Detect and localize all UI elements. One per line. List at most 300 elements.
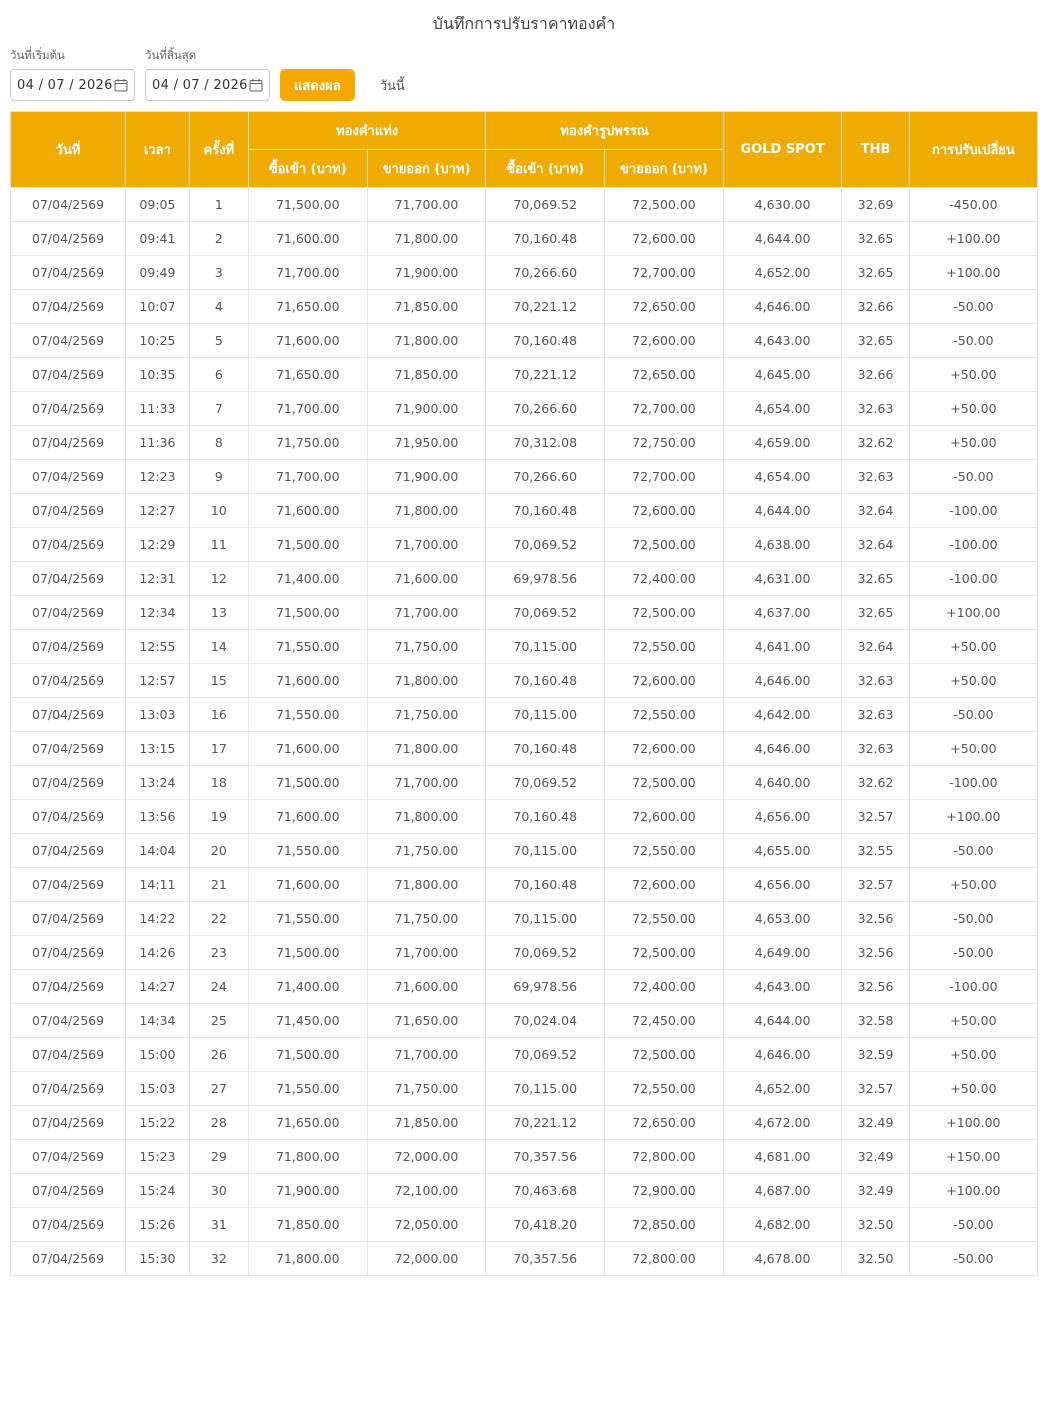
table-row bbox=[11, 630, 1038, 664]
cell-bar-sell: 72,000.00 bbox=[367, 1140, 486, 1174]
cell-bar-buy: 71,850.00 bbox=[248, 1208, 367, 1242]
cell-ornament-buy: 70,418.20 bbox=[486, 1208, 605, 1242]
cell-round: 18 bbox=[189, 766, 248, 800]
cell-ornament-sell: 72,900.00 bbox=[605, 1174, 724, 1208]
calendar-icon[interactable] bbox=[249, 78, 263, 92]
cell-thb: 32.49 bbox=[842, 1174, 910, 1208]
cell-time: 12:57 bbox=[126, 664, 190, 698]
cell-change: +50.00 bbox=[909, 664, 1037, 698]
cell-ornament-buy: 70,024.04 bbox=[486, 1004, 605, 1038]
cell-gold-spot: 4,637.00 bbox=[723, 596, 841, 630]
cell-round: 6 bbox=[189, 358, 248, 392]
cell-time: 14:27 bbox=[126, 970, 190, 1004]
cell-bar-sell: 71,800.00 bbox=[367, 664, 486, 698]
cell-gold-spot: 4,646.00 bbox=[723, 1038, 841, 1072]
cell-ornament-sell: 72,850.00 bbox=[605, 1208, 724, 1242]
cell-thb: 32.65 bbox=[842, 324, 910, 358]
cell-gold-spot: 4,681.00 bbox=[723, 1140, 841, 1174]
cell-bar-sell: 71,900.00 bbox=[367, 392, 486, 426]
cell-bar-sell: 71,700.00 bbox=[367, 936, 486, 970]
cell-round: 21 bbox=[189, 868, 248, 902]
cell-ornament-sell: 72,700.00 bbox=[605, 392, 724, 426]
cell-change: -50.00 bbox=[909, 1242, 1037, 1276]
table-row bbox=[11, 902, 1038, 936]
cell-time: 15:22 bbox=[126, 1106, 190, 1140]
cell-round: 12 bbox=[189, 562, 248, 596]
start-date-input[interactable] bbox=[10, 69, 135, 101]
cell-change: +50.00 bbox=[909, 392, 1037, 426]
cell-ornament-sell: 72,600.00 bbox=[605, 222, 724, 256]
cell-thb: 32.57 bbox=[842, 1072, 910, 1106]
cell-gold-spot: 4,656.00 bbox=[723, 800, 841, 834]
cell-bar-sell: 71,750.00 bbox=[367, 902, 486, 936]
cell-ornament-buy: 70,160.48 bbox=[486, 222, 605, 256]
cell-round: 17 bbox=[189, 732, 248, 766]
cell-date: 07/04/2569 bbox=[11, 324, 126, 358]
cell-gold-spot: 4,649.00 bbox=[723, 936, 841, 970]
cell-date: 07/04/2569 bbox=[11, 664, 126, 698]
cell-ornament-sell: 72,700.00 bbox=[605, 460, 724, 494]
cell-ornament-sell: 72,500.00 bbox=[605, 188, 724, 222]
cell-thb: 32.65 bbox=[842, 256, 910, 290]
cell-ornament-sell: 72,750.00 bbox=[605, 426, 724, 460]
cell-time: 15:00 bbox=[126, 1038, 190, 1072]
cell-gold-spot: 4,656.00 bbox=[723, 868, 841, 902]
cell-date: 07/04/2569 bbox=[11, 1038, 126, 1072]
cell-ornament-sell: 72,550.00 bbox=[605, 1072, 724, 1106]
cell-ornament-sell: 72,550.00 bbox=[605, 902, 724, 936]
cell-date: 07/04/2569 bbox=[11, 834, 126, 868]
cell-ornament-sell: 72,450.00 bbox=[605, 1004, 724, 1038]
cell-date: 07/04/2569 bbox=[11, 1004, 126, 1038]
cell-bar-sell: 71,750.00 bbox=[367, 698, 486, 732]
table-row bbox=[11, 358, 1038, 392]
cell-gold-spot: 4,646.00 bbox=[723, 290, 841, 324]
cell-change: +50.00 bbox=[909, 630, 1037, 664]
cell-time: 14:11 bbox=[126, 868, 190, 902]
cell-thb: 32.49 bbox=[842, 1106, 910, 1140]
cell-bar-buy: 71,450.00 bbox=[248, 1004, 367, 1038]
cell-round: 29 bbox=[189, 1140, 248, 1174]
cell-ornament-buy: 70,266.60 bbox=[486, 460, 605, 494]
cell-change: -100.00 bbox=[909, 766, 1037, 800]
cell-gold-spot: 4,631.00 bbox=[723, 562, 841, 596]
cell-date: 07/04/2569 bbox=[11, 1174, 126, 1208]
cell-bar-sell: 71,850.00 bbox=[367, 358, 486, 392]
cell-date: 07/04/2569 bbox=[11, 392, 126, 426]
cell-date: 07/04/2569 bbox=[11, 902, 126, 936]
th-round: ครั้งที่ bbox=[189, 112, 248, 188]
cell-bar-sell: 71,800.00 bbox=[367, 494, 486, 528]
cell-date: 07/04/2569 bbox=[11, 766, 126, 800]
cell-ornament-sell: 72,650.00 bbox=[605, 1106, 724, 1140]
cell-ornament-buy: 69,978.56 bbox=[486, 970, 605, 1004]
cell-change: -50.00 bbox=[909, 698, 1037, 732]
cell-change: +100.00 bbox=[909, 596, 1037, 630]
cell-gold-spot: 4,659.00 bbox=[723, 426, 841, 460]
cell-change: -100.00 bbox=[909, 494, 1037, 528]
cell-bar-buy: 71,650.00 bbox=[248, 358, 367, 392]
cell-ornament-buy: 70,115.00 bbox=[486, 834, 605, 868]
today-button[interactable]: วันนี้ bbox=[365, 69, 420, 101]
th-group-gold-ornament: ทองคำรูปพรรณ bbox=[486, 112, 723, 150]
cell-round: 30 bbox=[189, 1174, 248, 1208]
cell-time: 13:56 bbox=[126, 800, 190, 834]
calendar-icon[interactable] bbox=[114, 78, 128, 92]
cell-bar-sell: 71,700.00 bbox=[367, 1038, 486, 1072]
cell-time: 14:34 bbox=[126, 1004, 190, 1038]
cell-gold-spot: 4,672.00 bbox=[723, 1106, 841, 1140]
cell-bar-sell: 71,750.00 bbox=[367, 630, 486, 664]
cell-change: -50.00 bbox=[909, 460, 1037, 494]
cell-ornament-sell: 72,600.00 bbox=[605, 664, 724, 698]
cell-time: 15:24 bbox=[126, 1174, 190, 1208]
cell-gold-spot: 4,643.00 bbox=[723, 324, 841, 358]
table-row bbox=[11, 596, 1038, 630]
cell-date: 07/04/2569 bbox=[11, 426, 126, 460]
cell-bar-sell: 71,850.00 bbox=[367, 290, 486, 324]
cell-thb: 32.50 bbox=[842, 1208, 910, 1242]
cell-ornament-sell: 72,600.00 bbox=[605, 800, 724, 834]
table-row bbox=[11, 426, 1038, 460]
cell-bar-buy: 71,500.00 bbox=[248, 1038, 367, 1072]
cell-date: 07/04/2569 bbox=[11, 256, 126, 290]
table-row bbox=[11, 664, 1038, 698]
table-row bbox=[11, 1140, 1038, 1174]
cell-ornament-buy: 70,115.00 bbox=[486, 1072, 605, 1106]
table-row bbox=[11, 1174, 1038, 1208]
cell-bar-sell: 71,900.00 bbox=[367, 256, 486, 290]
cell-bar-buy: 71,600.00 bbox=[248, 494, 367, 528]
cell-ornament-buy: 70,266.60 bbox=[486, 256, 605, 290]
end-date-input[interactable] bbox=[145, 69, 270, 101]
cell-time: 12:31 bbox=[126, 562, 190, 596]
cell-change: +100.00 bbox=[909, 1106, 1037, 1140]
cell-time: 14:26 bbox=[126, 936, 190, 970]
table-row bbox=[11, 732, 1038, 766]
cell-thb: 32.65 bbox=[842, 222, 910, 256]
cell-bar-buy: 71,550.00 bbox=[248, 902, 367, 936]
cell-ornament-buy: 70,160.48 bbox=[486, 494, 605, 528]
cell-change: -50.00 bbox=[909, 1208, 1037, 1242]
cell-bar-sell: 71,800.00 bbox=[367, 868, 486, 902]
cell-bar-buy: 71,500.00 bbox=[248, 528, 367, 562]
cell-time: 12:29 bbox=[126, 528, 190, 562]
th-time: เวลา bbox=[126, 112, 190, 188]
cell-ornament-sell: 72,600.00 bbox=[605, 324, 724, 358]
cell-bar-sell: 71,700.00 bbox=[367, 528, 486, 562]
cell-bar-sell: 71,750.00 bbox=[367, 1072, 486, 1106]
cell-date: 07/04/2569 bbox=[11, 732, 126, 766]
cell-time: 15:03 bbox=[126, 1072, 190, 1106]
cell-time: 12:34 bbox=[126, 596, 190, 630]
cell-date: 07/04/2569 bbox=[11, 868, 126, 902]
cell-bar-buy: 71,600.00 bbox=[248, 664, 367, 698]
cell-change: -50.00 bbox=[909, 834, 1037, 868]
cell-thb: 32.66 bbox=[842, 290, 910, 324]
cell-change: -100.00 bbox=[909, 528, 1037, 562]
th-date: วันที่ bbox=[11, 112, 126, 188]
cell-thb: 32.63 bbox=[842, 664, 910, 698]
cell-gold-spot: 4,641.00 bbox=[723, 630, 841, 664]
cell-gold-spot: 4,654.00 bbox=[723, 460, 841, 494]
cell-round: 22 bbox=[189, 902, 248, 936]
table-row bbox=[11, 1072, 1038, 1106]
cell-thb: 32.57 bbox=[842, 800, 910, 834]
cell-ornament-buy: 70,160.48 bbox=[486, 868, 605, 902]
cell-ornament-buy: 70,160.48 bbox=[486, 324, 605, 358]
cell-ornament-sell: 72,650.00 bbox=[605, 358, 724, 392]
cell-ornament-sell: 72,800.00 bbox=[605, 1140, 724, 1174]
table-head bbox=[11, 112, 1038, 188]
cell-date: 07/04/2569 bbox=[11, 290, 126, 324]
table-row bbox=[11, 834, 1038, 868]
cell-thb: 32.50 bbox=[842, 1242, 910, 1276]
cell-change: -50.00 bbox=[909, 290, 1037, 324]
cell-change: +50.00 bbox=[909, 868, 1037, 902]
table-row bbox=[11, 1106, 1038, 1140]
cell-ornament-sell: 72,550.00 bbox=[605, 698, 724, 732]
cell-bar-buy: 71,800.00 bbox=[248, 1140, 367, 1174]
cell-round: 3 bbox=[189, 256, 248, 290]
cell-ornament-sell: 72,500.00 bbox=[605, 528, 724, 562]
cell-bar-sell: 72,050.00 bbox=[367, 1208, 486, 1242]
cell-round: 25 bbox=[189, 1004, 248, 1038]
cell-change: -50.00 bbox=[909, 936, 1037, 970]
th-change: การปรับเปลี่ยน bbox=[909, 112, 1037, 188]
cell-round: 4 bbox=[189, 290, 248, 324]
cell-round: 32 bbox=[189, 1242, 248, 1276]
show-results-button[interactable]: แสดงผล bbox=[280, 69, 355, 101]
cell-gold-spot: 4,645.00 bbox=[723, 358, 841, 392]
cell-ornament-sell: 72,600.00 bbox=[605, 494, 724, 528]
cell-date: 07/04/2569 bbox=[11, 936, 126, 970]
cell-round: 9 bbox=[189, 460, 248, 494]
cell-bar-buy: 71,500.00 bbox=[248, 188, 367, 222]
table-row bbox=[11, 392, 1038, 426]
cell-ornament-sell: 72,400.00 bbox=[605, 970, 724, 1004]
cell-thb: 32.63 bbox=[842, 392, 910, 426]
cell-time: 12:23 bbox=[126, 460, 190, 494]
cell-time: 12:55 bbox=[126, 630, 190, 664]
cell-ornament-buy: 69,978.56 bbox=[486, 562, 605, 596]
cell-ornament-buy: 70,221.12 bbox=[486, 1106, 605, 1140]
cell-bar-buy: 71,800.00 bbox=[248, 1242, 367, 1276]
cell-gold-spot: 4,655.00 bbox=[723, 834, 841, 868]
cell-thb: 32.64 bbox=[842, 494, 910, 528]
th-ornament-sell: ขายออก (บาท) bbox=[605, 150, 724, 188]
page-title: บันทึกการปรับราคาทองคำ bbox=[432, 14, 616, 33]
cell-thb: 32.64 bbox=[842, 630, 910, 664]
th-ornament-buy: ซื้อเข้า (บาท) bbox=[486, 150, 605, 188]
cell-thb: 32.69 bbox=[842, 188, 910, 222]
cell-ornament-buy: 70,115.00 bbox=[486, 630, 605, 664]
cell-round: 24 bbox=[189, 970, 248, 1004]
cell-ornament-buy: 70,069.52 bbox=[486, 1038, 605, 1072]
end-date-label: วันที่สิ้นสุด bbox=[145, 48, 197, 62]
cell-round: 26 bbox=[189, 1038, 248, 1072]
cell-gold-spot: 4,640.00 bbox=[723, 766, 841, 800]
cell-round: 27 bbox=[189, 1072, 248, 1106]
cell-bar-buy: 71,550.00 bbox=[248, 698, 367, 732]
cell-time: 12:27 bbox=[126, 494, 190, 528]
th-bar-buy: ซื้อเข้า (บาท) bbox=[248, 150, 367, 188]
cell-round: 19 bbox=[189, 800, 248, 834]
cell-bar-sell: 71,750.00 bbox=[367, 834, 486, 868]
cell-round: 2 bbox=[189, 222, 248, 256]
cell-change: +50.00 bbox=[909, 1004, 1037, 1038]
cell-gold-spot: 4,654.00 bbox=[723, 392, 841, 426]
cell-ornament-sell: 72,600.00 bbox=[605, 732, 724, 766]
cell-ornament-sell: 72,500.00 bbox=[605, 766, 724, 800]
cell-bar-sell: 71,700.00 bbox=[367, 766, 486, 800]
cell-bar-buy: 71,700.00 bbox=[248, 256, 367, 290]
cell-ornament-sell: 72,550.00 bbox=[605, 834, 724, 868]
cell-ornament-buy: 70,069.52 bbox=[486, 188, 605, 222]
cell-ornament-buy: 70,069.52 bbox=[486, 936, 605, 970]
cell-date: 07/04/2569 bbox=[11, 460, 126, 494]
cell-bar-buy: 71,750.00 bbox=[248, 426, 367, 460]
gold-price-table bbox=[10, 111, 1038, 1276]
cell-gold-spot: 4,638.00 bbox=[723, 528, 841, 562]
cell-date: 07/04/2569 bbox=[11, 596, 126, 630]
cell-round: 23 bbox=[189, 936, 248, 970]
cell-ornament-buy: 70,312.08 bbox=[486, 426, 605, 460]
table-row bbox=[11, 562, 1038, 596]
cell-change: +100.00 bbox=[909, 222, 1037, 256]
cell-bar-sell: 72,100.00 bbox=[367, 1174, 486, 1208]
cell-ornament-buy: 70,069.52 bbox=[486, 528, 605, 562]
cell-bar-buy: 71,500.00 bbox=[248, 936, 367, 970]
cell-date: 07/04/2569 bbox=[11, 800, 126, 834]
table-row bbox=[11, 1038, 1038, 1072]
cell-date: 07/04/2569 bbox=[11, 528, 126, 562]
cell-thb: 32.57 bbox=[842, 868, 910, 902]
cell-bar-buy: 71,500.00 bbox=[248, 766, 367, 800]
cell-round: 16 bbox=[189, 698, 248, 732]
th-gold-spot: GOLD SPOT bbox=[723, 112, 841, 188]
cell-bar-sell: 72,000.00 bbox=[367, 1242, 486, 1276]
end-date-value: 04 / 07 / 2026 bbox=[152, 77, 248, 93]
cell-bar-buy: 71,600.00 bbox=[248, 222, 367, 256]
cell-thb: 32.63 bbox=[842, 460, 910, 494]
cell-bar-sell: 71,950.00 bbox=[367, 426, 486, 460]
cell-change: -50.00 bbox=[909, 902, 1037, 936]
cell-ornament-buy: 70,160.48 bbox=[486, 664, 605, 698]
cell-gold-spot: 4,682.00 bbox=[723, 1208, 841, 1242]
cell-change: +100.00 bbox=[909, 1174, 1037, 1208]
table-row bbox=[11, 256, 1038, 290]
cell-date: 07/04/2569 bbox=[11, 222, 126, 256]
cell-time: 15:26 bbox=[126, 1208, 190, 1242]
cell-time: 10:35 bbox=[126, 358, 190, 392]
cell-bar-buy: 71,650.00 bbox=[248, 290, 367, 324]
cell-thb: 32.49 bbox=[842, 1140, 910, 1174]
cell-thb: 32.58 bbox=[842, 1004, 910, 1038]
cell-thb: 32.56 bbox=[842, 970, 910, 1004]
cell-change: -450.00 bbox=[909, 188, 1037, 222]
cell-thb: 32.63 bbox=[842, 698, 910, 732]
cell-bar-buy: 71,550.00 bbox=[248, 834, 367, 868]
cell-time: 14:22 bbox=[126, 902, 190, 936]
cell-gold-spot: 4,652.00 bbox=[723, 256, 841, 290]
table-row bbox=[11, 800, 1038, 834]
cell-round: 31 bbox=[189, 1208, 248, 1242]
table-row bbox=[11, 1004, 1038, 1038]
cell-ornament-sell: 72,650.00 bbox=[605, 290, 724, 324]
cell-ornament-sell: 72,550.00 bbox=[605, 630, 724, 664]
table-row bbox=[11, 324, 1038, 358]
cell-time: 11:33 bbox=[126, 392, 190, 426]
cell-round: 28 bbox=[189, 1106, 248, 1140]
cell-gold-spot: 4,644.00 bbox=[723, 494, 841, 528]
cell-change: +50.00 bbox=[909, 1038, 1037, 1072]
cell-round: 5 bbox=[189, 324, 248, 358]
cell-gold-spot: 4,644.00 bbox=[723, 222, 841, 256]
cell-bar-sell: 71,600.00 bbox=[367, 562, 486, 596]
cell-ornament-buy: 70,463.68 bbox=[486, 1174, 605, 1208]
cell-change: -100.00 bbox=[909, 970, 1037, 1004]
cell-time: 13:03 bbox=[126, 698, 190, 732]
cell-ornament-buy: 70,069.52 bbox=[486, 766, 605, 800]
cell-bar-sell: 71,650.00 bbox=[367, 1004, 486, 1038]
cell-bar-buy: 71,600.00 bbox=[248, 868, 367, 902]
cell-round: 10 bbox=[189, 494, 248, 528]
cell-gold-spot: 4,646.00 bbox=[723, 664, 841, 698]
cell-gold-spot: 4,630.00 bbox=[723, 188, 841, 222]
cell-ornament-buy: 70,357.56 bbox=[486, 1140, 605, 1174]
cell-bar-sell: 71,800.00 bbox=[367, 732, 486, 766]
cell-date: 07/04/2569 bbox=[11, 358, 126, 392]
cell-bar-buy: 71,550.00 bbox=[248, 630, 367, 664]
cell-round: 15 bbox=[189, 664, 248, 698]
table-row bbox=[11, 290, 1038, 324]
cell-time: 15:30 bbox=[126, 1242, 190, 1276]
cell-thb: 32.55 bbox=[842, 834, 910, 868]
cell-round: 7 bbox=[189, 392, 248, 426]
cell-gold-spot: 4,678.00 bbox=[723, 1242, 841, 1276]
table-row bbox=[11, 970, 1038, 1004]
cell-date: 07/04/2569 bbox=[11, 1072, 126, 1106]
start-date-group bbox=[10, 47, 135, 101]
cell-thb: 32.62 bbox=[842, 426, 910, 460]
cell-bar-sell: 71,800.00 bbox=[367, 800, 486, 834]
cell-bar-buy: 71,400.00 bbox=[248, 562, 367, 596]
th-group-gold-bar: ทองคำแท่ง bbox=[248, 112, 485, 150]
cell-time: 11:36 bbox=[126, 426, 190, 460]
cell-ornament-buy: 70,221.12 bbox=[486, 358, 605, 392]
start-date-label: วันที่เริ่มต้น bbox=[10, 48, 65, 62]
cell-thb: 32.66 bbox=[842, 358, 910, 392]
cell-time: 09:05 bbox=[126, 188, 190, 222]
cell-change: +50.00 bbox=[909, 358, 1037, 392]
cell-bar-buy: 71,550.00 bbox=[248, 1072, 367, 1106]
cell-change: +50.00 bbox=[909, 426, 1037, 460]
cell-date: 07/04/2569 bbox=[11, 1242, 126, 1276]
cell-bar-sell: 71,600.00 bbox=[367, 970, 486, 1004]
cell-time: 09:41 bbox=[126, 222, 190, 256]
cell-bar-buy: 71,600.00 bbox=[248, 324, 367, 358]
cell-bar-sell: 71,800.00 bbox=[367, 324, 486, 358]
cell-date: 07/04/2569 bbox=[11, 188, 126, 222]
table-row bbox=[11, 1208, 1038, 1242]
cell-ornament-buy: 70,160.48 bbox=[486, 732, 605, 766]
cell-gold-spot: 4,652.00 bbox=[723, 1072, 841, 1106]
cell-gold-spot: 4,687.00 bbox=[723, 1174, 841, 1208]
cell-ornament-sell: 72,500.00 bbox=[605, 1038, 724, 1072]
cell-time: 10:07 bbox=[126, 290, 190, 324]
cell-time: 10:25 bbox=[126, 324, 190, 358]
